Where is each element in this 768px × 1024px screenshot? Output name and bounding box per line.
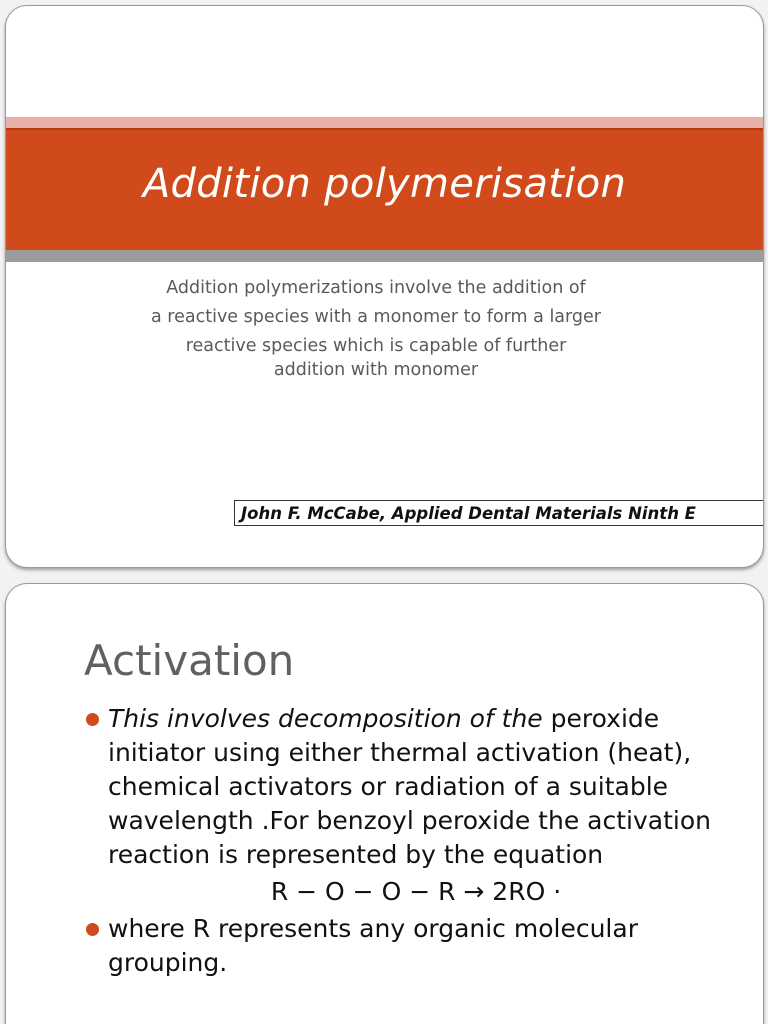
bullet-dot-icon <box>86 713 99 726</box>
title-band-accent-bottom <box>6 250 763 262</box>
slide-activation[interactable] <box>5 583 764 1024</box>
slide-title-text: Addition polymerisation <box>142 161 627 207</box>
bullet-text: peroxide initiator using either thermal activation (heat), chemical activators or radiation of a suitable wavelength .For benzoyl peroxide the activation reaction is represented by the equation <box>108 704 711 869</box>
title-band-accent-top <box>6 117 763 128</box>
subtitle-line: a reactive species with a monomer to form a larger <box>151 307 601 327</box>
subtitle-line: addition with monomer <box>273 360 479 380</box>
bullet-item <box>84 912 724 980</box>
bullet-list <box>84 702 724 980</box>
citation-box: John F. McCabe, Applied Dental Materials Ninth E <box>234 500 764 526</box>
bullet-dot-icon <box>86 923 99 936</box>
slide-title[interactable] <box>5 5 764 568</box>
bullet-text: where R represents any organic molecular grouping. <box>108 914 638 977</box>
bullet-italic-text: This involves decomposition of the <box>108 704 543 733</box>
slide-heading: Activation <box>84 636 295 685</box>
bullet-item <box>84 702 724 872</box>
slide-subtitle <box>66 274 686 379</box>
equation: R − O − O − R → 2RO · <box>270 877 562 906</box>
subtitle-line: Addition polymerizations involve the addition of <box>166 278 586 298</box>
subtitle-line: reactive species which is capable of further <box>185 336 567 356</box>
